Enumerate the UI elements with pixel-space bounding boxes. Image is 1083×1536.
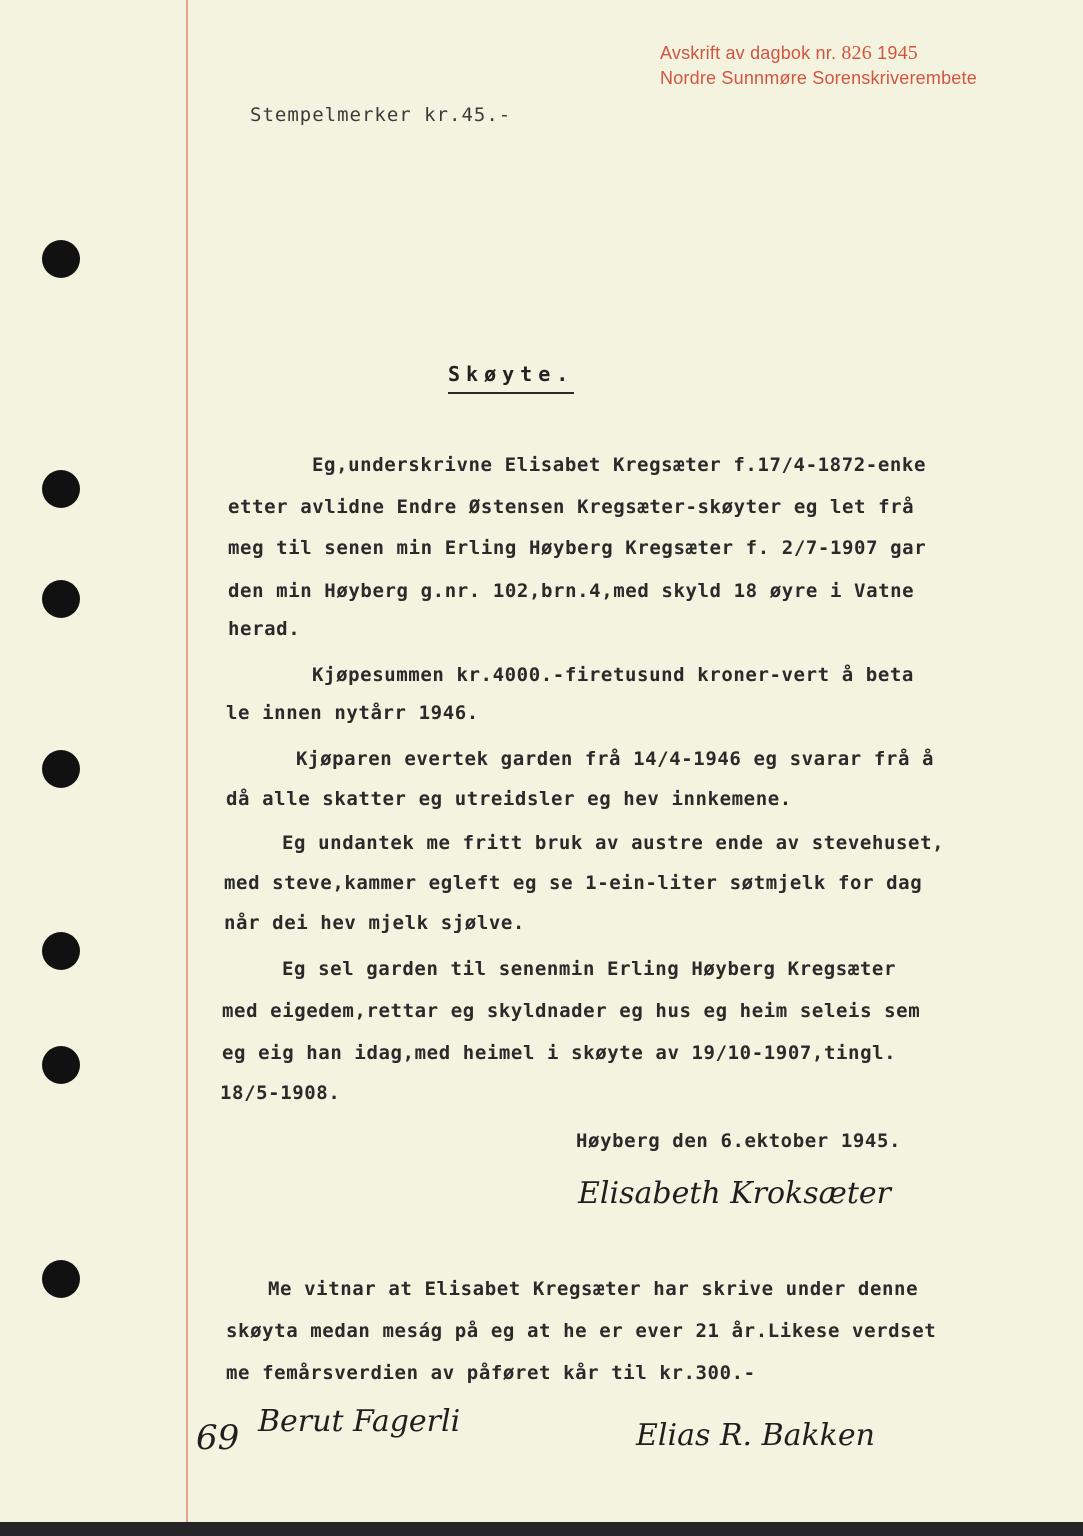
body-line: etter avlidne Endre Østensen Kregsæter-skøyter eg let frå bbox=[228, 496, 915, 518]
record-stamp-line1 bbox=[660, 42, 918, 65]
body-line: Eg undantek me fritt bruk av austre ende av stevehuset, bbox=[282, 832, 945, 854]
body-line: herad. bbox=[228, 618, 301, 640]
witness-line: skøyta medan meság på eg at he er ever 21 år.Likese verdset bbox=[226, 1320, 937, 1342]
body-line: eg eig han idag,med heimel i skøyte av 19/10-1907,tingl. bbox=[222, 1042, 897, 1064]
body-line: med steve,kammer egleft eg se 1-ein-liter søtmjelk for dag bbox=[224, 872, 923, 894]
punch-hole bbox=[42, 470, 80, 508]
body-line: Kjøpesummen kr.4000.-firetusund kroner-vert å beta bbox=[312, 664, 914, 686]
stamp-duty-note: Stempelmerker kr.45.- bbox=[250, 104, 512, 126]
witness-line: me femårsverdien av påføret kår til kr.300.- bbox=[226, 1362, 756, 1384]
body-line: då alle skatter eg utreidsler eg hev innkemene. bbox=[226, 788, 792, 810]
margin-rule bbox=[186, 0, 188, 1536]
body-line: når dei hev mjelk sjølve. bbox=[224, 912, 525, 934]
margin-note: 69 bbox=[196, 1418, 240, 1458]
body-line: Eg sel garden til senenmin Erling Høyberg Kregsæter bbox=[282, 958, 896, 980]
punch-hole bbox=[42, 1046, 80, 1084]
punch-hole bbox=[42, 932, 80, 970]
body-line: meg til senen min Erling Høyberg Kregsæter f. 2/7-1907 gar bbox=[228, 537, 927, 559]
punch-hole bbox=[42, 240, 80, 278]
body-line: Eg,underskrivne Elisabet Kregsæter f.17/4-1872-enke bbox=[312, 454, 926, 476]
punch-hole bbox=[42, 750, 80, 788]
stamp-number: 826 bbox=[841, 42, 872, 64]
witness-signature: Berut Fagerli bbox=[258, 1404, 461, 1439]
document-title: Skøyte. bbox=[448, 362, 574, 394]
body-line: le innen nytårr 1946. bbox=[226, 702, 479, 724]
stamp-prefix: Avskrift av dagbok nr. bbox=[660, 43, 837, 63]
signature-main: Elisabeth Kroksæter bbox=[578, 1176, 891, 1211]
witness-signature: Elias R. Bakken bbox=[636, 1418, 875, 1453]
stamp-office: Nordre Sunnmøre Sorenskriverembete bbox=[660, 68, 977, 88]
body-line: 18/5-1908. bbox=[220, 1082, 341, 1104]
body-line: med eigedem,rettar eg skyldnader eg hus eg heim seleis sem bbox=[222, 1000, 921, 1022]
punch-hole bbox=[42, 1260, 80, 1298]
stamp-year-printed: 19 bbox=[877, 43, 898, 63]
witness-line: Me vitnar at Elisabet Kregsæter har skrive under denne bbox=[268, 1278, 919, 1300]
body-line: Kjøparen evertek garden frå 14/4-1946 eg svarar frå å bbox=[296, 748, 935, 770]
body-line: den min Høyberg g.nr. 102,brn.4,med skyld 18 øyre i Vatne bbox=[228, 580, 915, 602]
place-date: Høyberg den 6.ektober 1945. bbox=[576, 1130, 902, 1152]
stamp-year-filled: 45 bbox=[897, 42, 918, 64]
punch-hole bbox=[42, 580, 80, 618]
scan-edge bbox=[0, 1522, 1083, 1536]
